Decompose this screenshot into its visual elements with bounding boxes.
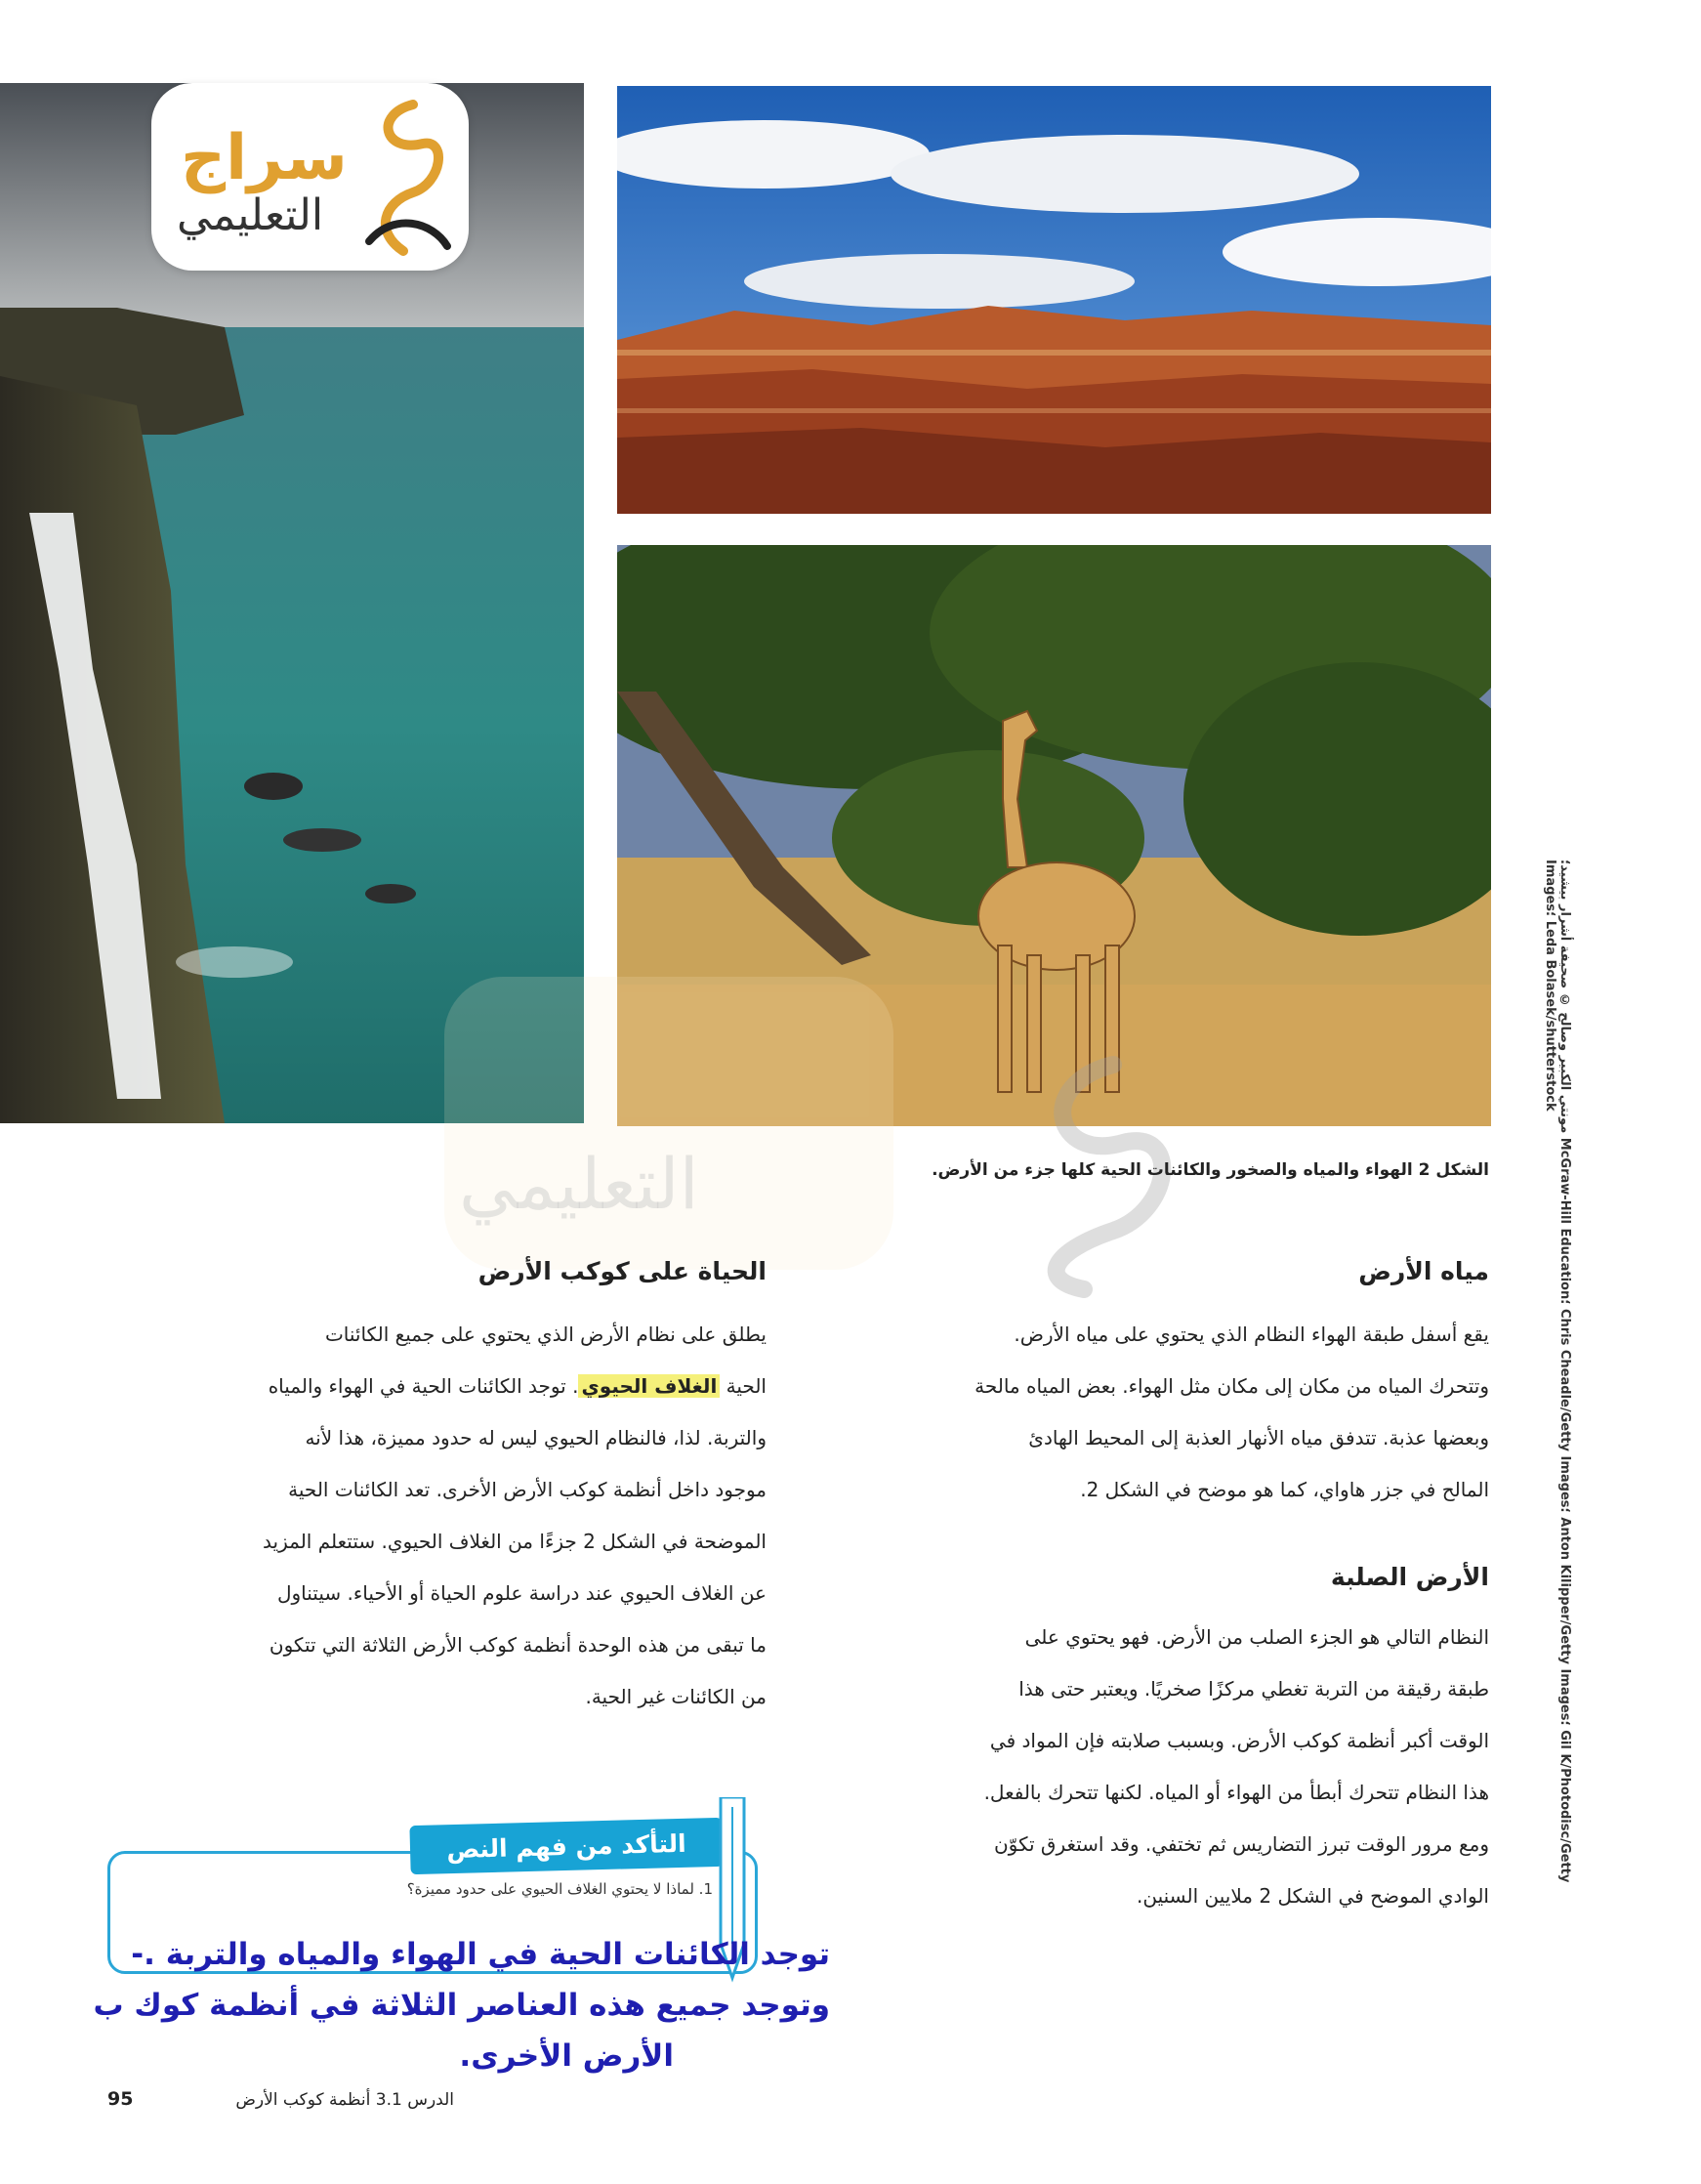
text-line: عن الغلاف الحيوي عند دراسة علوم الحياة أو الأحياء. سيتناول — [276, 1581, 767, 1605]
calligraphy-mark-icon — [354, 95, 457, 261]
check-question: 1. لماذا لا يحتوي الغلاف الحيوي على حدود مميزة؟ — [406, 1880, 713, 1898]
text-line: وبعضها عذبة. تتدفق مياه الأنهار العذبة إلى المحيط الهادئ — [1028, 1426, 1489, 1449]
footer-lesson-label: الدرس 3.1 أنظمة كوكب الأرض — [235, 2090, 454, 2110]
heading-life-on-earth: الحياة على كوكب الأرض — [477, 1257, 767, 1285]
text-line: من الكائنات غير الحية. — [585, 1685, 767, 1708]
photo-canyon — [617, 86, 1491, 514]
text-line: والتربة. لذا، فالنظام الحيوي ليس له حدود مميزة، هذا لأنه — [305, 1426, 767, 1449]
text-line: ومع مرور الوقت تبرز التضاريس ثم تختفي. وقد استغرق تكوّن — [993, 1832, 1489, 1856]
text-line: طبقة رقيقة من التربة تغطي مركزًا صخريًا. ويعتبر حتى هذا — [1018, 1677, 1489, 1701]
watermark-text: التعليمي — [459, 1143, 699, 1225]
heading-earth-water: مياه الأرض — [1358, 1257, 1489, 1285]
photo-credit: مونتي الكبير وصالح © صحيفة أشرار بيشيد؛ McGraw-Hill Education؛ Chris Cheadle/Getty Images؛ Anton Kilipper/Getty Images؛ Gil K/Photodisc/Getty Images؛ Leda Bolasek/shutterstock — [1543, 860, 1572, 1883]
text-fragment: . توجد الكائنات الحية في الهواء والمياه — [268, 1374, 579, 1398]
answer-line: توجد الكائنات الحية في الهواء والمياه والتربة .- — [131, 1937, 830, 1972]
text-line: يقع أسفل طبقة الهواء النظام الذي يحتوي على مياه الأرض. — [1014, 1323, 1489, 1346]
text-line: موجود داخل أنظمة كوكب الأرض الأخرى. تعد الكائنات الحية — [288, 1478, 767, 1501]
text-line: الوادي الموضح في الشكل 2 ملايين السنين. — [1137, 1884, 1489, 1908]
figure-caption: الشكل 2 الهواء والمياه والصخور والكائنات الحية كلها جزء من الأرض. — [932, 1160, 1489, 1180]
answer-line: الأرض الأخرى. — [459, 2038, 674, 2074]
reading-check-title: التأكد من فهم النص — [409, 1818, 723, 1874]
heading-solid-earth: الأرض الصلبة — [1330, 1563, 1489, 1591]
text-line: يطلق على نظام الأرض الذي يحتوي على جميع الكائنات — [324, 1323, 767, 1346]
paragraph-solid-earth — [820, 1612, 1489, 1922]
handwritten-answer — [88, 1929, 830, 2081]
page-number: 95 — [107, 2088, 134, 2110]
text-fragment: الحية — [720, 1374, 767, 1398]
highlighted-term-biosphere: الغلاف الحيوي — [578, 1374, 720, 1398]
text-line — [107, 1361, 767, 1412]
text-line: ما تبقى من هذه الوحدة أنظمة كوكب الأرض الثلاثة التي تتكون — [269, 1633, 767, 1657]
answer-line: وتوجد جميع هذه العناصر الثلاثة في أنظمة كوك ب — [93, 1988, 830, 2023]
brand-logo — [151, 83, 469, 271]
text-line: هذا النظام تتحرك أبطأ من الهواء أو المياه. لكنها تتحرك بالفعل. — [983, 1781, 1489, 1804]
text-line: وتتحرك المياه من مكان إلى مكان مثل الهواء. بعض المياه مالحة — [975, 1374, 1489, 1398]
logo-text-bottom: التعليمي — [177, 190, 324, 240]
text-line: الموضحة في الشكل 2 جزءًا من الغلاف الحيوي. ستتعلم المزيد — [263, 1530, 767, 1553]
paragraph-life-on-earth — [107, 1309, 767, 1723]
text-line: النظام التالي هو الجزء الصلب من الأرض. فهو يحتوي على — [1024, 1625, 1489, 1649]
paragraph-earth-water — [820, 1309, 1489, 1516]
watermark-background — [444, 977, 893, 1270]
logo-text-top: سراج — [181, 122, 348, 194]
text-line: المالح في جزر هاواي، كما هو موضح في الشكل 2. — [1080, 1478, 1489, 1501]
text-line: الوقت أكبر أنظمة كوكب الأرض. وبسبب صلابته فإن المواد في — [989, 1729, 1489, 1752]
